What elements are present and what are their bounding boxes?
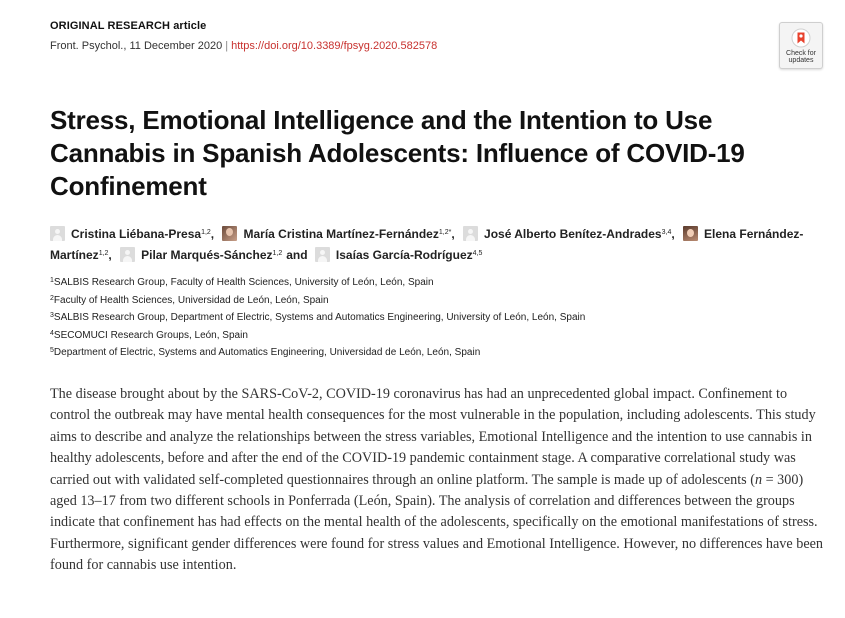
affiliation-text: SECOMUCI Research Groups, León, Spain <box>53 329 248 341</box>
author-affiliation-marker: 1,2* <box>438 229 452 236</box>
doi-link[interactable]: https://doi.org/10.3389/fpsyg.2020.582578 <box>231 40 438 52</box>
author-item[interactable] <box>222 227 451 241</box>
affiliation-item <box>50 344 830 362</box>
abstract-text-part-2: = 300) aged 13–17 from two different schools in Ponferrada (León, Spain). The analysis of correlation and differences between the groups indicate that confinement has had effects on the mental health of the adolescents, specifically on the emotional manifestations of stress. Furthermore, significant gender differences were found for stress values and Emotional Intelligence. However, no differences have been found for cannabis use intention. <box>50 471 824 574</box>
author-item[interactable] <box>463 227 671 241</box>
photo-avatar <box>222 226 237 241</box>
badge-line-2: updates <box>788 57 814 64</box>
affiliation-text: SALBIS Research Group, Department of Electric, Systems and Automatics Engineering, University of León, León, Spain <box>53 312 586 323</box>
placeholder-avatar-icon <box>120 247 135 262</box>
journal-date: Front. Psychol., 11 December 2020 <box>50 40 223 52</box>
affiliation-item <box>50 327 830 345</box>
author-name: Cristina Liébana-Presa <box>71 227 202 241</box>
affiliation-number: 4 <box>50 329 54 337</box>
author-affiliation-marker: 1,2 <box>98 250 109 257</box>
author-name: Isaías García-Rodríguez <box>335 248 473 262</box>
affiliation-number: 5 <box>50 347 54 354</box>
affiliation-number: 3 <box>50 312 54 319</box>
author-name: Pilar Marqués-Sánchez <box>141 248 273 262</box>
affiliation-number: 2 <box>50 294 54 302</box>
sample-size-symbol: n <box>754 471 763 488</box>
author-name: María Cristina Martínez-Fernández <box>243 227 439 241</box>
author-item[interactable] <box>50 227 211 241</box>
photo-avatar <box>683 226 698 241</box>
affiliation-text: Department of Electric, Systems and Automatics Engineering, Universidad de León, León, Spain <box>53 347 481 358</box>
citation-line <box>50 40 437 52</box>
badge-line-1: Check for <box>786 50 816 57</box>
check-for-updates-button[interactable] <box>779 22 823 69</box>
article-type-label: ORIGINAL RESEARCH article <box>50 20 207 32</box>
placeholder-avatar-icon <box>463 226 478 241</box>
abstract-text-part-1: The disease brought about by the SARS-CoV-2, COVID-19 coronavirus has had an unprecedented global impact. Confinement to control the outbreak may have mental health consequences for the most vulnerable in the population, including adolescents. This study aims to describe and analyze the relationships between the stress variables, Emotional Intelligence and the intention to use cannabis in healthy adolescents, before and after the end of the COVID-19 pandemic containment stage. A comparative correlational study was carried out with validated self-completed questionnaires through an online platform. The sample is made up of adolescents ( <box>50 386 816 488</box>
placeholder-avatar-icon <box>50 226 65 241</box>
author-name: Elena Fernández-Martínez <box>50 227 804 262</box>
check-for-updates-label <box>780 50 822 64</box>
author-affiliation-marker: 4,5 <box>472 250 483 257</box>
bookmark-icon <box>791 28 811 48</box>
affiliation-item <box>50 274 830 292</box>
affiliation-list <box>50 274 830 362</box>
affiliation-number: 1 <box>50 277 54 284</box>
author-item[interactable] <box>120 248 282 262</box>
article-title: Stress, Emotional Intelligence and the Intention to Use Cannabis in Spanish Adolescents: Influence of COVID-19 Confinement <box>50 105 745 201</box>
author-item[interactable] <box>315 248 482 262</box>
citation-separator: | <box>225 40 229 52</box>
affiliation-text: Faculty of Health Sciences, Universidad de León, León, Spain <box>53 294 329 306</box>
affiliation-item <box>50 292 830 310</box>
author-list: Cristina Liébana-Presa$^{1,2}$, María Cristina Martínez-Fernández$^{1,2*}$, José Alberto Benítez-Andrades$^{3,4}$, Elena Fernández-Martínez$^{1,2}$, Pilar Marqués-Sánchez$^{1,2}$ and Isaías García-Rodríguez$^{4,5}$ <box>50 227 804 262</box>
author-affiliation-marker: 3,4 <box>661 229 672 236</box>
affiliation-item <box>50 309 830 327</box>
author-conjunction: and <box>286 248 308 262</box>
abstract-paragraph <box>50 384 828 577</box>
author-name: José Alberto Benítez-Andrades <box>484 227 662 241</box>
affiliation-text: SALBIS Research Group, Faculty of Health Sciences, University of León, León, Spain <box>53 277 434 288</box>
author-affiliation-marker: 1,2 <box>272 250 283 257</box>
author-affiliation-marker: 1,2 <box>201 229 211 236</box>
placeholder-avatar-icon <box>315 247 330 262</box>
